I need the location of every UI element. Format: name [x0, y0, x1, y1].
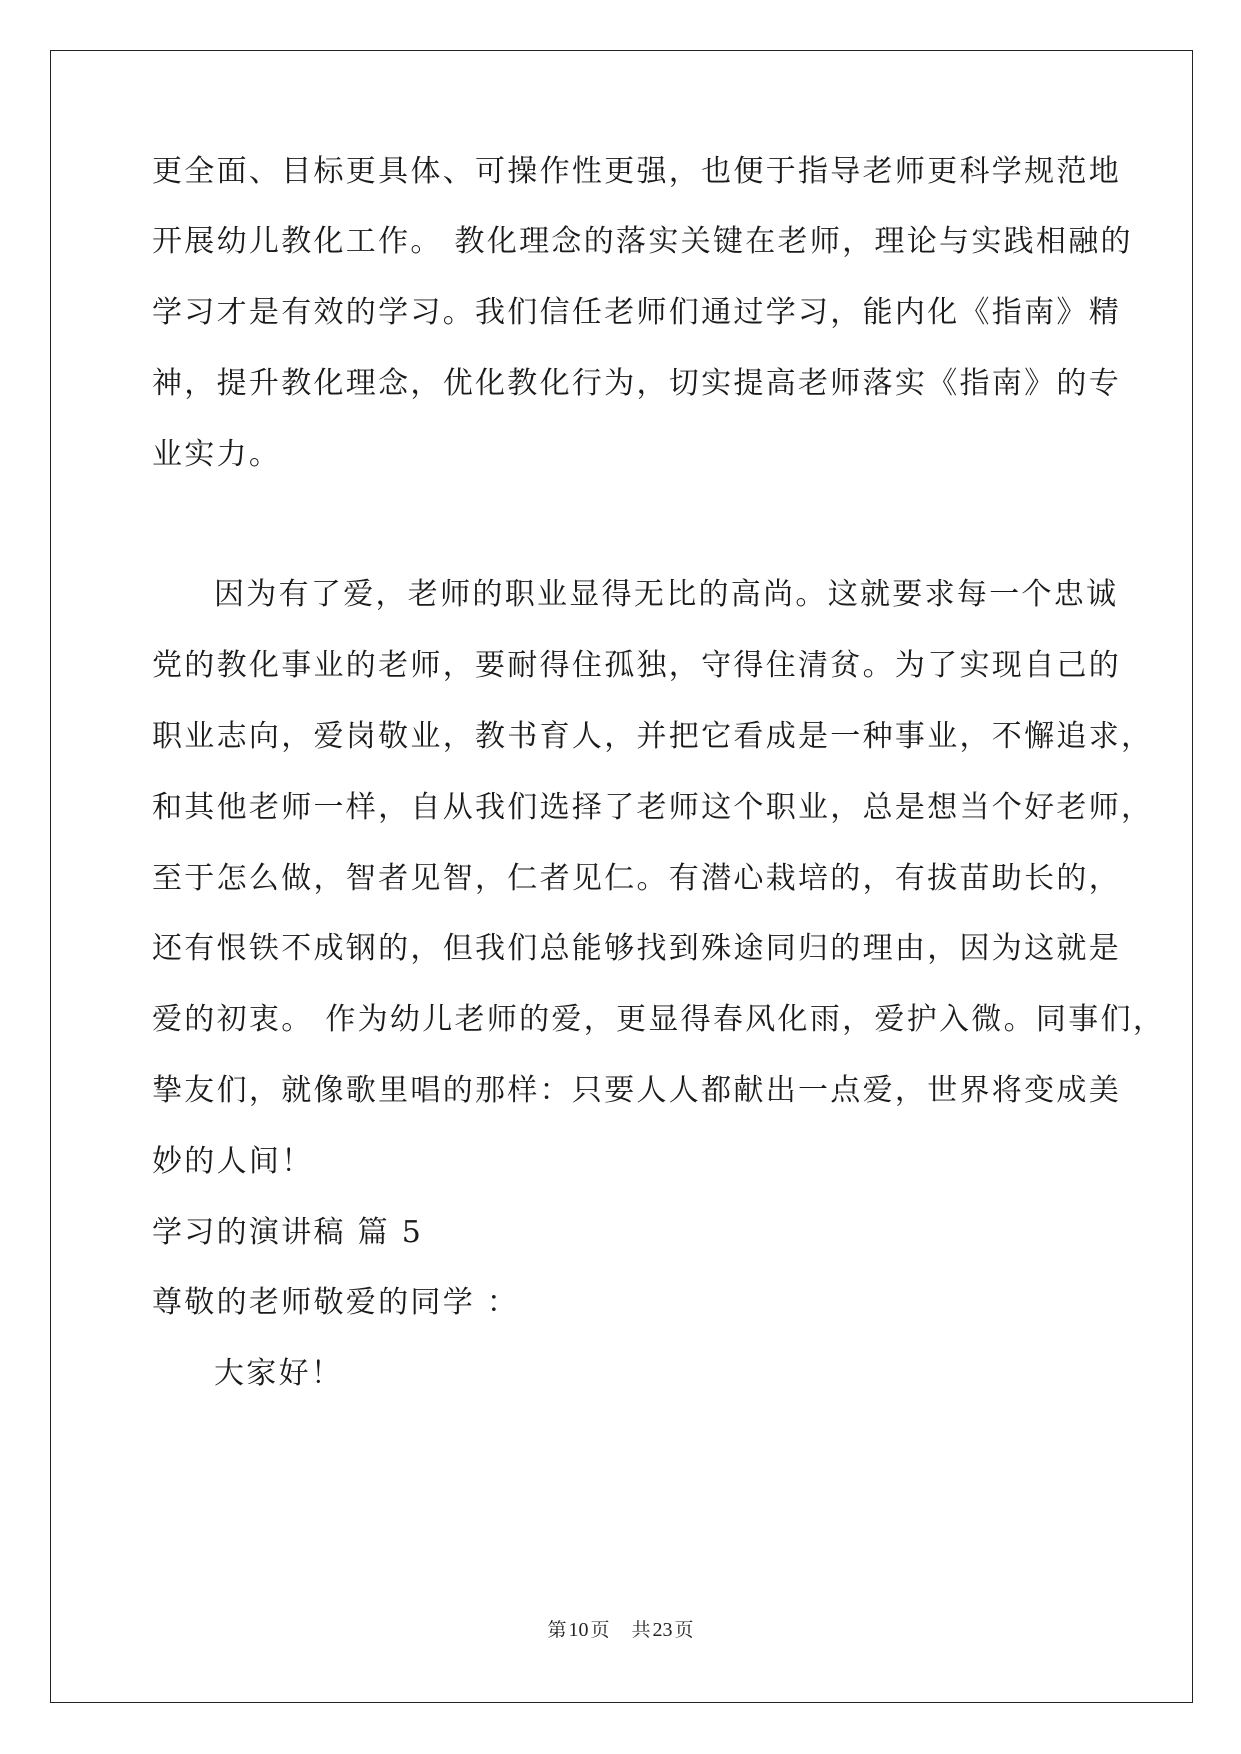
body-line: 还有恨铁不成钢的，但我们总能够找到殊途同归的理由，因为这就是: [152, 931, 1121, 966]
body-line: 职业志向，爱岗敬业，教书育人，并把它看成是一种事业，不懈追求，: [152, 719, 1154, 754]
paragraph-first-line: 因为有了爱，老师的职业显得无比的高尚。这就要求每一个忠诚: [214, 577, 1119, 612]
page-footer: [0, 1618, 1241, 1642]
body-line: 和其他老师一样，自从我们选择了老师这个职业，总是想当个好老师，: [152, 790, 1154, 825]
body-line: 神，提升教化理念，优化教化行为，切实提高老师落实《指南》的专: [152, 366, 1121, 401]
body-line: 爱的初衷。 作为幼儿老师的爱，更显得春风化雨，爱护入微。同事们，: [152, 1002, 1166, 1037]
body-line: 开展幼儿教化工作。 教化理念的落实关键在老师，理论与实践相融的: [152, 224, 1133, 259]
salutation: 尊敬的老师敬爱的同学 ：: [152, 1285, 520, 1320]
body-line: 挚友们，就像歌里唱的那样：只要人人都献出一点爱，世界将变成美: [152, 1073, 1121, 1108]
footer-total-prefix: 共: [631, 1619, 651, 1641]
footer-total-pages: 23: [652, 1619, 673, 1641]
footer-current-page: 10: [568, 1619, 589, 1641]
body-line: 业实力。: [152, 437, 282, 472]
footer-prefix: 第: [547, 1619, 567, 1641]
footer-total-suffix: 页: [674, 1619, 694, 1641]
body-line: 妙的人间！: [152, 1144, 314, 1179]
body-line: 更全面、目标更具体、可操作性更强，也便于指导老师更科学规范地: [152, 154, 1121, 189]
body-line: 学习才是有效的学习。我们信任老师们通过学习，能内化《指南》精: [152, 295, 1121, 330]
footer-page-word: 页: [590, 1619, 610, 1641]
body-line: 至于怎么做，智者见智，仁者见仁。有潜心栽培的，有拔苗助长的，: [152, 861, 1121, 896]
greeting: 大家好！: [214, 1356, 344, 1391]
section-heading: 学习的演讲稿 篇 5: [152, 1215, 424, 1250]
body-line: 党的教化事业的老师，要耐得住孤独，守得住清贫。为了实现自己的: [152, 648, 1121, 683]
